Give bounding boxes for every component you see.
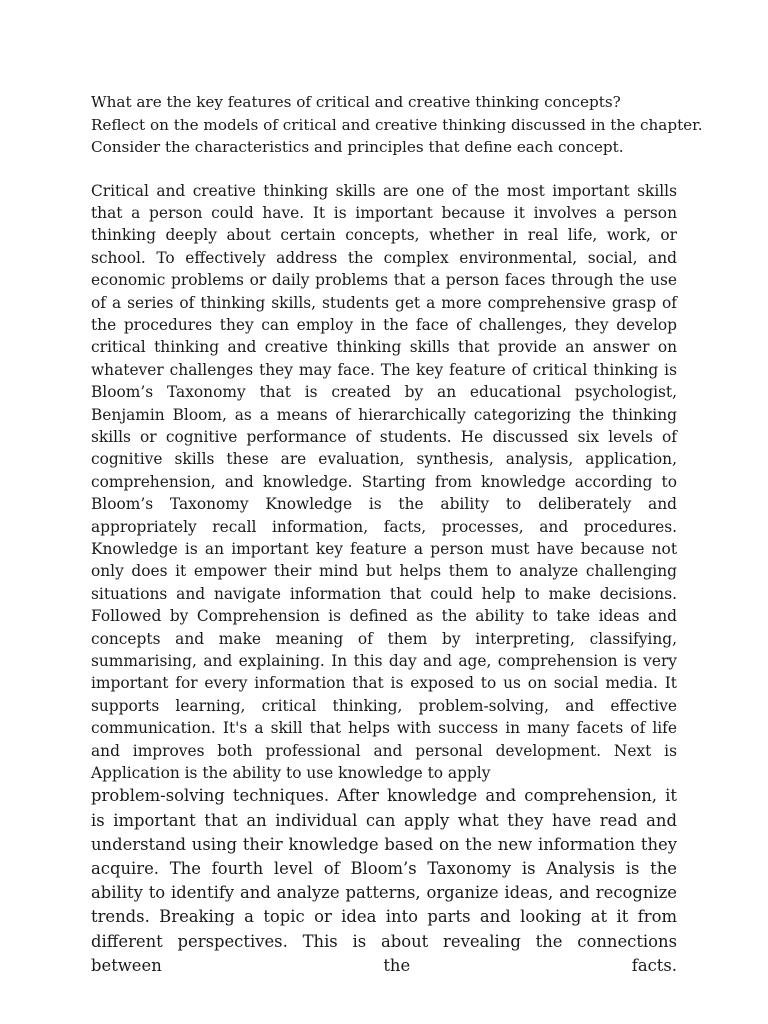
prompt-question-1: What are the key features of critical and creative thinking concepts?	[91, 93, 621, 111]
prompt-questions	[91, 91, 703, 159]
prompt-question-2: Reflect on the models of critical and creative thinking discussed in the chapter.	[91, 115, 703, 134]
essay-text-upper: Critical and creative thinking skills are one of the most important skills that a person could have. It is important because it involves a person thinking deeply about certain concepts, whether in real life, work, or school. To effectively address the complex environmental, social, and economic problems or daily problems that a person faces through the use of a series of thinking skills, students get a more comprehensive grasp of the procedures they can employ in the face of challenges, they develop critical thinking and creative thinking skills that provide an answer on whatever challenges they may face. The key feature of critical thinking is Bloom’s Taxonomy that is created by an educational psychologist, Benjamin Bloom, as a means of hierarchically categorizing the thinking skills or cognitive performance of students. He discussed six levels of cognitive skills these are evaluation, synthesis, analysis, application, comprehension, and knowledge. Starting from knowledge according to Bloom’s Taxonomy Knowledge is the ability to deliberately and appropriately recall information, facts, processes, and procedures. Knowledge is an important key feature a person must have because not only does it empower their mind but helps them to analyze challenging situations and navigate information that could help to make decisions. Followed by Comprehension is defined as the ability to take ideas and concepts and make meaning of them by interpreting, classifying, summarising, and explaining. In this day and age, comprehension is very important for every information that is exposed to us on social media. It supports learning, critical thinking, problem-solving, and effective communication. It's a skill that helps with success in many facets of life and improves both professional and personal development. Next is Application is the ability to use knowledge to apply	[91, 181, 677, 783]
essay-text-lower: problem-solving techniques. After knowledge and comprehension, it is important that an individual can apply what they have read and understand using their knowledge based on the new information they acquire. The fourth level of Bloom’s Taxonomy is Analysis is the ability to identify and analyze patterns, organize ideas, and recognize trends. Breaking a topic or idea into parts and looking at it from different perspectives. This is about revealing the connections between the facts.	[91, 786, 677, 975]
document-page	[91, 91, 703, 978]
essay-paragraph	[91, 180, 677, 979]
prompt-question-3: Consider the characteristics and principles that define each concept.	[91, 138, 624, 156]
